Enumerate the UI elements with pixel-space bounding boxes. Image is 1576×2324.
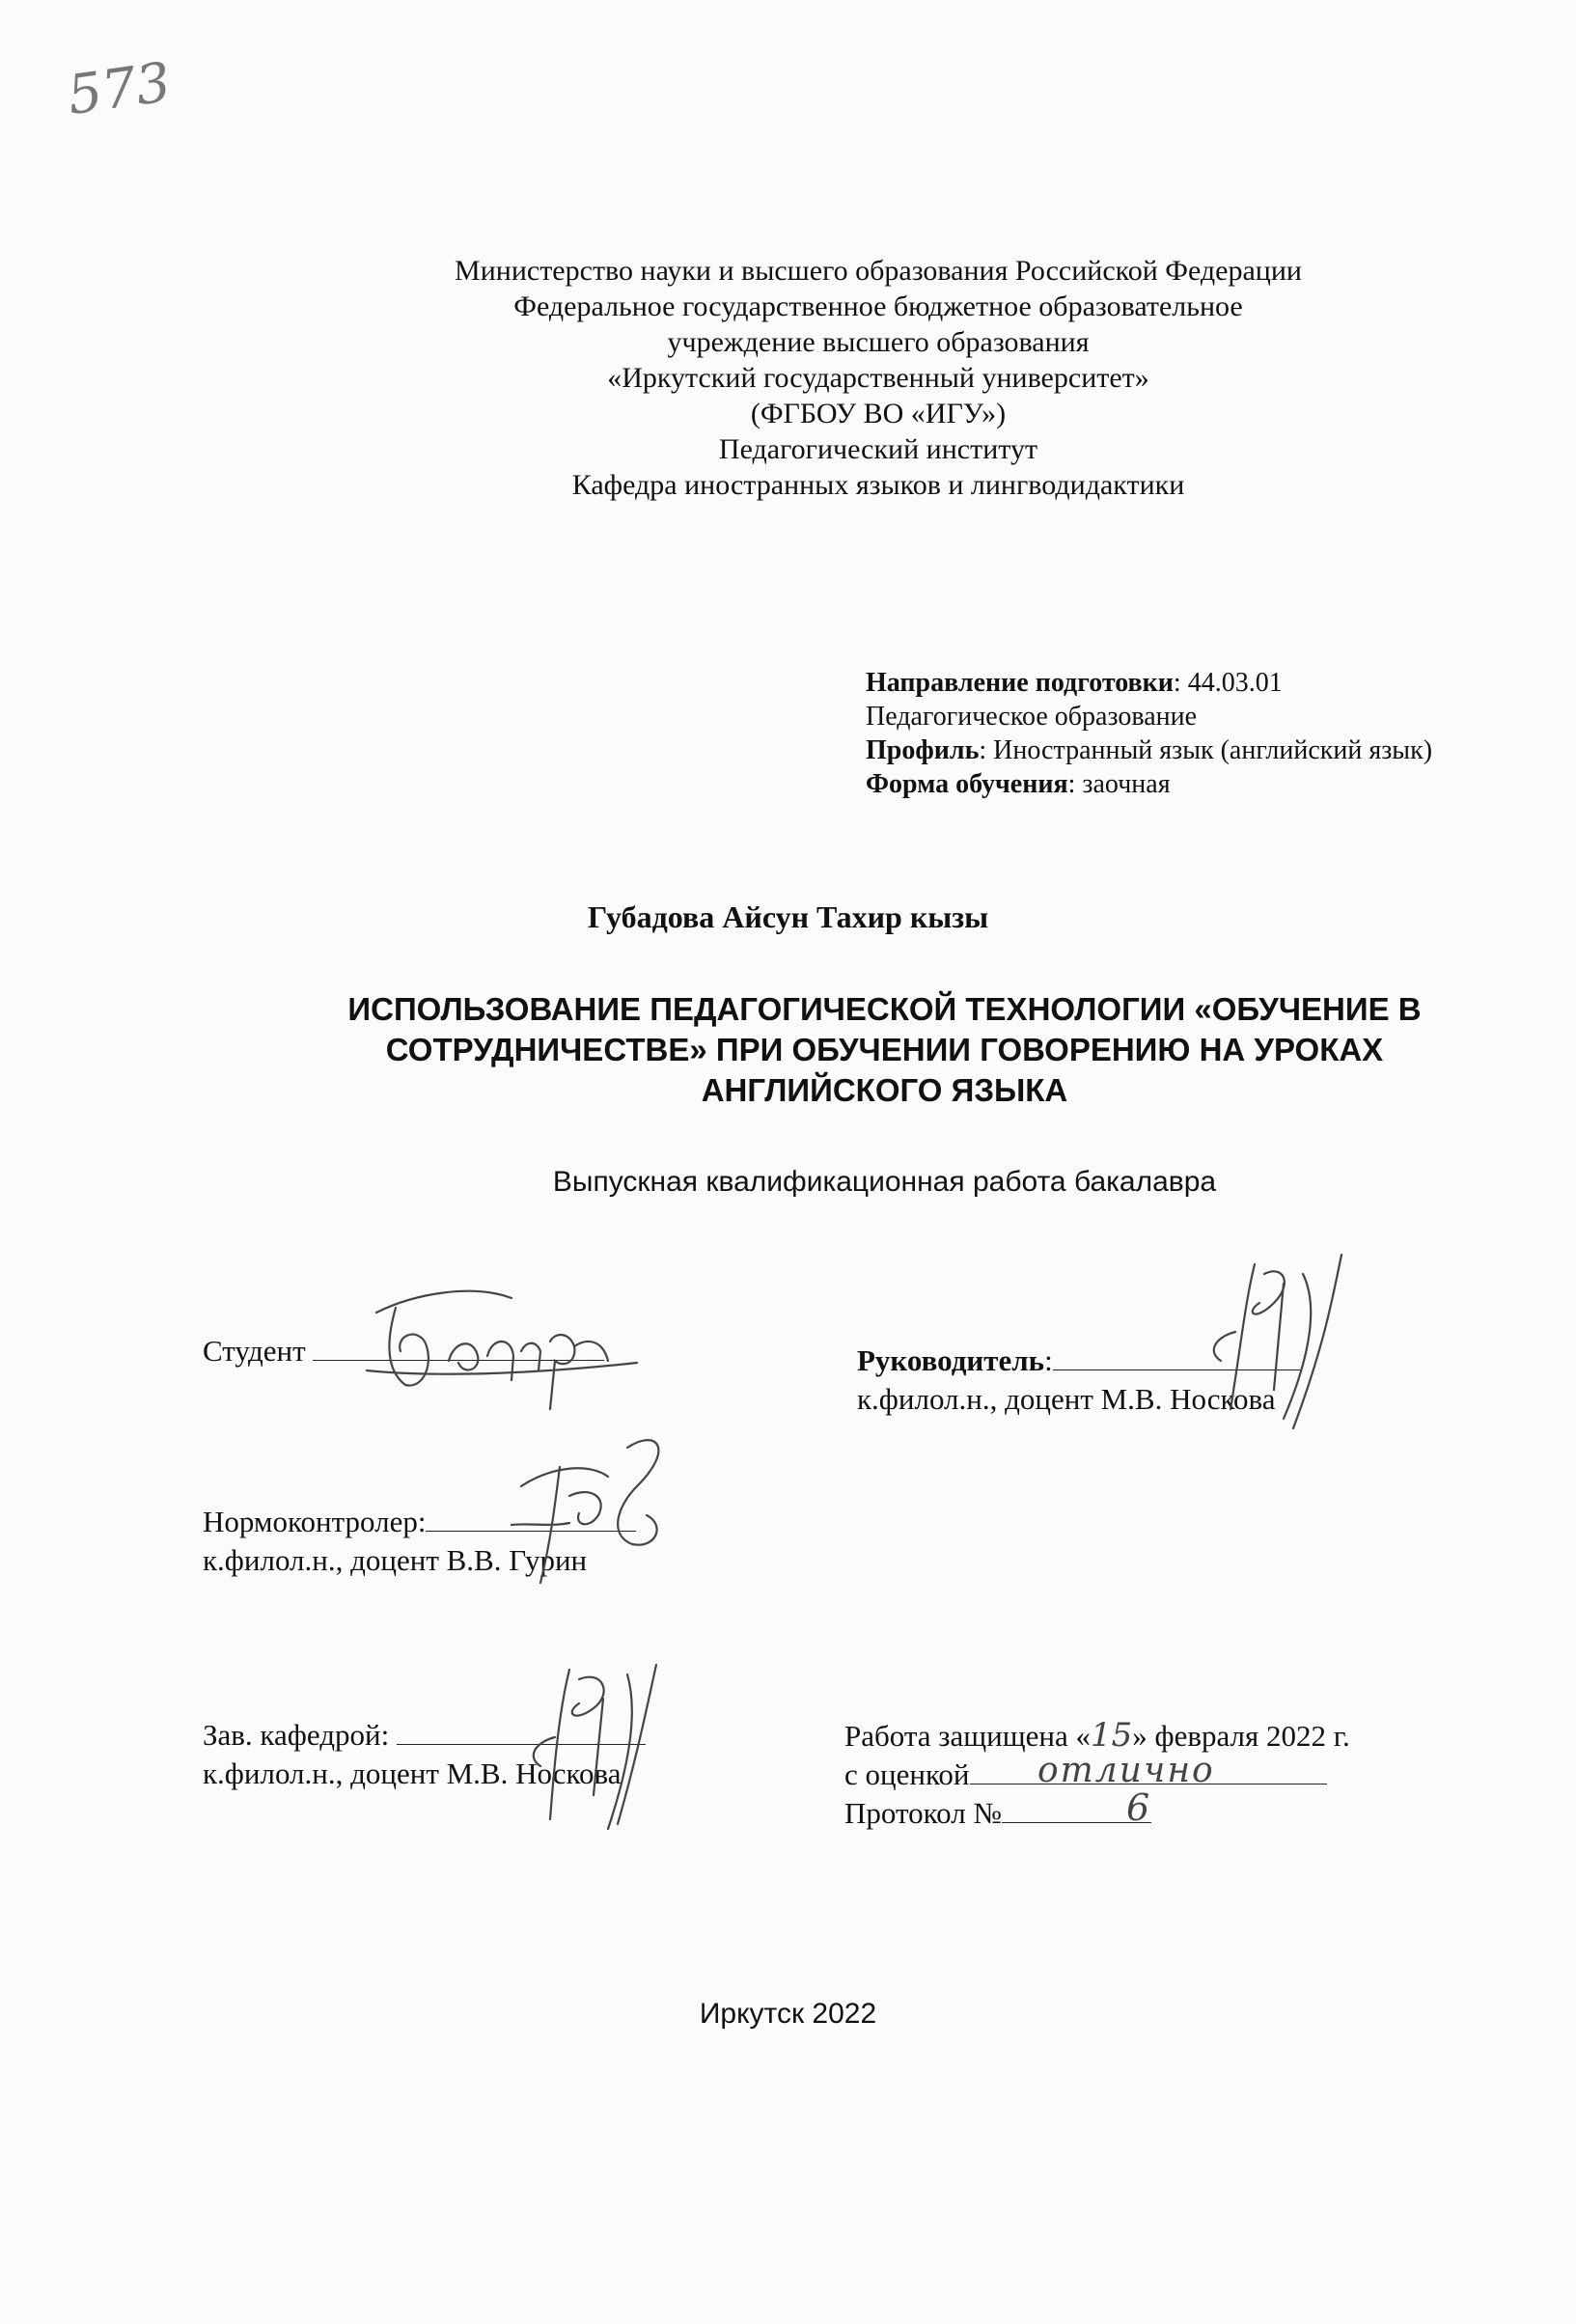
work-type: Выпускная квалификационная работа бакалавра [552,1166,1217,1198]
study-meta [866,666,1561,801]
title-line: СОТРУДНИЧЕСТВЕ» ПРИ ОБУЧЕНИИ ГОВОРЕНИЮ НА УРОКАХ [385,1032,1384,1067]
protocol-value: 6 [1126,1786,1150,1829]
protocol-label: Протокол № [844,1796,1002,1830]
header-line: Министерство науки и высшего образования Российской Федерации [455,255,1302,287]
grade-value: отлично [1037,1751,1215,1790]
header-line: «Иркутский государственный университет» [607,362,1149,394]
title-line: ИСПОЛЬЗОВАНИЕ ПЕДАГОГИЧЕСКОЙ ТЕХНОЛОГИИ «ОБУЧЕНИЕ В [347,991,1422,1027]
head-signature [483,1650,695,1843]
head-name: к.филол.н., доцент М.В. Носкова [203,1757,622,1790]
author-name: Губадова Айсун Тахир кызы [587,899,989,934]
normcontrol-name: к.филол.н., доцент В.В. Гурин [203,1543,588,1577]
header-line: Кафедра иностранных языков и лингводидактики [571,469,1185,501]
profile-label: Профиль [866,735,980,765]
direction-value-2: Педагогическое образование [866,702,1198,732]
institution-header [386,253,1370,503]
normcontrol-label: Нормоконтролер: [203,1505,427,1538]
profile-value: : Иностранный язык (английский язык) [979,735,1433,765]
defense-protocol-row [844,1786,1350,1833]
defense-grade-row [844,1751,1350,1794]
header-line: Федеральное государственное бюджетное образовательное [513,290,1243,322]
student-label: Студент [203,1334,306,1368]
form-value: : заочная [1067,769,1171,799]
form-label: Форма обучения [866,769,1068,799]
defense-date-suffix: » февраля 2022 г. [1132,1719,1350,1753]
defense-block [844,1716,1350,1833]
archive-number: 573 [63,50,175,128]
supervisor-name: к.филол.н., доцент М.В. Носкова [857,1382,1276,1416]
header-line: учреждение высшего образования [667,326,1090,358]
head-label: Зав. кафедрой: [203,1718,390,1752]
profile-row [866,733,1561,767]
supervisor-signature [1139,1245,1370,1438]
title-line: АНГЛИЙСКОГО ЯЗЫКА [701,1072,1068,1108]
city-year: Иркутск 2022 [699,1998,877,2030]
form-row [866,767,1561,801]
thesis-title [193,989,1576,1111]
defense-date-day: 15 [1091,1716,1133,1755]
header-line: Педагогический институт [718,433,1038,465]
supervisor-label: Руководитель [857,1343,1045,1377]
header-line: (ФГБОУ ВО «ИГУ») [750,398,1007,429]
direction-label: Направление подготовки [866,668,1174,698]
direction-row [866,666,1561,700]
student-signature [357,1255,647,1419]
supervisor-colon: : [1044,1343,1053,1377]
normcontrol-signature [463,1409,695,1602]
defense-date-row [844,1716,1350,1756]
direction-value: : 44.03.01 [1173,668,1283,698]
grade-label: с оценкой [844,1757,970,1791]
defense-date-prefix: Работа защищена « [844,1719,1091,1753]
